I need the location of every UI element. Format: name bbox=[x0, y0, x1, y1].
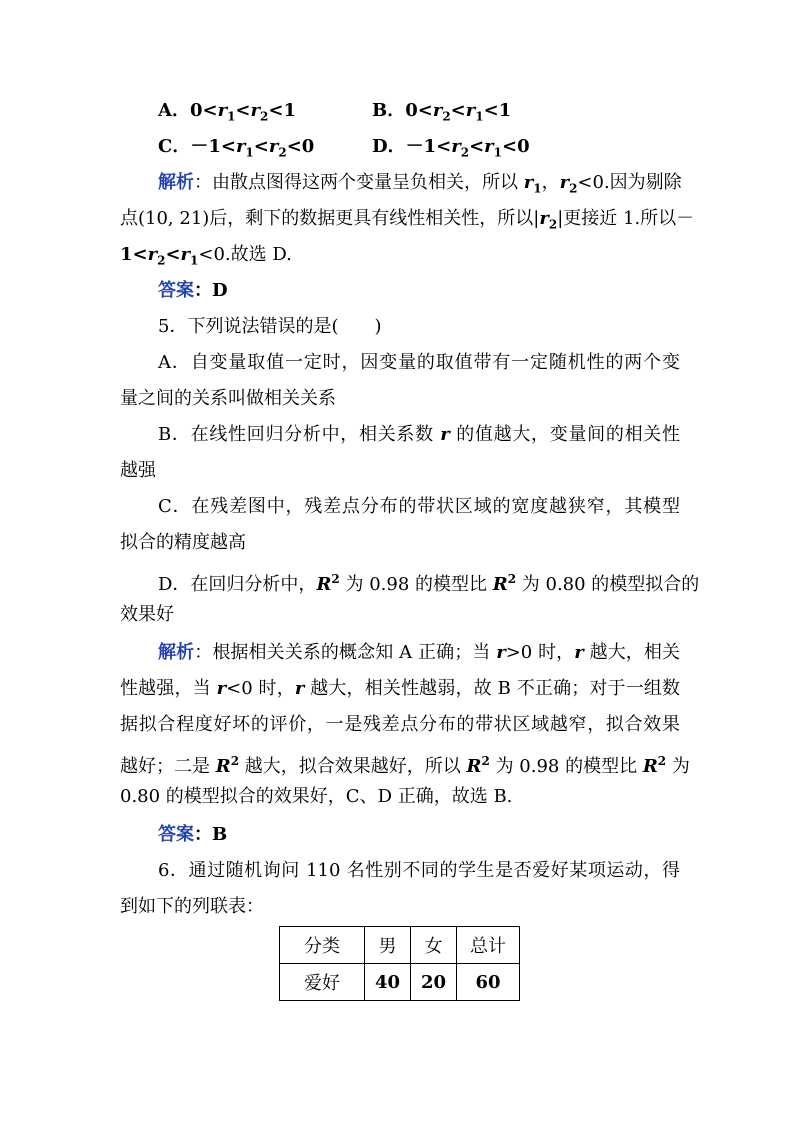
table-header-cell: 男 bbox=[365, 927, 411, 964]
table-row bbox=[280, 964, 520, 1001]
option-a: A．$0<r_1<r_2<1$ bbox=[158, 100, 296, 124]
q4-analysis-line-3: $1<r_2<r_1<0$.故选 D. bbox=[120, 244, 292, 268]
q5-option-a-line-1: A．自变量取值一定时，因变量的取值带有一定随机性的两个变 bbox=[158, 352, 680, 373]
q4-analysis-line-2: 点(10, 21)后，剩下的数据更具有线性相关性，所以$|r_2|$更接近 1.所以－ bbox=[120, 208, 695, 232]
q5-option-d-line-1: D．在回归分析中，$R^2$ 为 0.98 的模型比 $R^2$ 为 0.80 的模型拟合的 bbox=[158, 572, 700, 595]
q5-analysis-line-4: 越好；二是 $R^2$ 越大，拟合效果越好，所以 $R^2$ 为 0.98 的模型比 $R^2$ 为 bbox=[120, 754, 690, 777]
table-cell: 40 bbox=[365, 964, 411, 1001]
q5-analysis-line-3: 据拟合程度好坏的评价，一是残差点分布的带状区域越窄，拟合效果 bbox=[120, 714, 680, 735]
q6-stem-line-1: 6．通过随机询问 110 名性别不同的学生是否爱好某项运动，得 bbox=[158, 860, 680, 881]
q5-option-d-line-2: 效果好 bbox=[120, 604, 174, 625]
contingency-table bbox=[279, 926, 520, 1001]
q5-stem: 5．下列说法错误的是( ) bbox=[158, 316, 382, 337]
q5-analysis-line-2: 性越强，当 r<0 时，r 越大，相关性越弱，故 B 不正确；对于一组数 bbox=[120, 678, 680, 699]
q5-option-a-line-2: 量之间的关系叫做相关关系 bbox=[120, 388, 336, 409]
option-c: C．$-1<r_1<r_2<0$ bbox=[158, 136, 315, 160]
table-cell: 爱好 bbox=[280, 964, 365, 1001]
q5-option-b-line-1: B．在线性回归分析中，相关系数 r 的值越大，变量间的相关性 bbox=[158, 424, 680, 445]
q5-analysis-line-5: 0.80 的模型拟合的效果好，C、D 正确，故选 B. bbox=[120, 786, 513, 807]
table-cell: 60 bbox=[457, 964, 520, 1001]
table-header-cell: 分类 bbox=[280, 927, 365, 964]
q6-stem-line-2: 到如下的列联表： bbox=[120, 896, 264, 917]
q5-analysis-line-1: 解析：根据相关关系的概念知 A 正确；当 r>0 时，r 越大，相关 bbox=[158, 642, 680, 663]
q5-option-b-line-2: 越强 bbox=[120, 460, 156, 481]
table-header-cell: 总计 bbox=[457, 927, 520, 964]
q5-answer: 答案：B bbox=[158, 824, 228, 845]
table-header-row bbox=[280, 927, 520, 964]
table-cell: 20 bbox=[411, 964, 457, 1001]
table-header-cell: 女 bbox=[411, 927, 457, 964]
option-d: D．$-1<r_2<r_1<0$ bbox=[372, 136, 530, 160]
q4-answer: 答案：D bbox=[158, 280, 228, 301]
q5-option-c-line-1: C．在残差图中，残差点分布的带状区域的宽度越狭窄，其模型 bbox=[158, 496, 680, 517]
option-b: B．$0<r_2<r_1<1$ bbox=[372, 100, 512, 124]
q5-option-c-line-2: 拟合的精度越高 bbox=[120, 532, 246, 553]
q4-analysis-line-1: 解析：由散点图得这两个变量呈负相关，所以 $r_1$，$r_2<0$.因为剔除 bbox=[158, 172, 682, 196]
